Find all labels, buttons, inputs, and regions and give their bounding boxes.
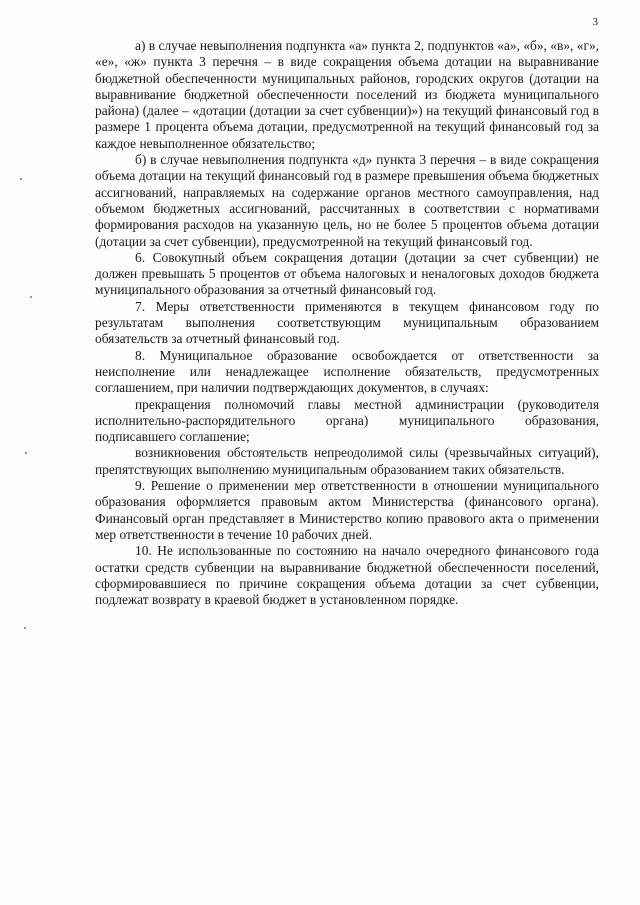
scan-speck: [25, 452, 27, 454]
scan-speck: [30, 296, 32, 298]
paragraph-6: 6. Совокупный объем сокращения дотации (дотации за счет субвенции) не должен превышать 5 процентов от объема налоговых и неналоговых доходов бюджета муниципального образования за отчетный финансовый год.: [95, 249, 599, 298]
paragraph-5b: б) в случае невыполнения подпункта «д» пункта 3 перечня – в виде сокращения объема дотации на текущий финансовый год в размере превышения объема бюджетных ассигнований, направляемых на содержание органов местного самоуправления, над объемом бюджетных ассигнований, рассчитанных в соответствии с нормативами формирования расходов на указанную цель, но не более 5 процентов объема дотации (дотации за счет субвенции), предусмотренной на текущий финансовый год.: [95, 152, 599, 249]
scan-speck: [24, 627, 26, 629]
paragraph-8-case-2: возникновения обстоятельств непреодолимой силы (чрезвычайных ситуаций), препятствующих выполнению муниципальным образованием таких обязательств.: [95, 445, 599, 477]
paragraph-9: 9. Решение о применении мер ответственности в отношении муниципального образования оформляется правовым актом Министерства (финансового органа). Финансовый орган представляет в Министерство копию правового акта о применении мер ответственности в течение 10 рабочих дней.: [95, 478, 599, 542]
paragraph-7: 7. Меры ответственности применяются в текущем финансовом году по результатам выполнения соответствующим муниципальным образованием обязательств за отчетный финансовый год.: [95, 298, 599, 347]
paragraph-8-case-1: прекращения полномочий главы местной администрации (руководителя исполнительно-распорядительного органа) муниципального образования, подписавшего соглашение;: [95, 396, 599, 445]
paragraph-10: 10. Не использованные по состоянию на начало очередного финансового года остатки средств субвенции на выравнивание бюджетной обеспеченности поселений, сформировавшиеся по причине сокращения объема дотации за счет субвенции, подлежат возврату в краевой бюджет в установленном порядке.: [95, 543, 599, 608]
paragraph-8: 8. Муниципальное образование освобождается от ответственности за неисполнение или ненадлежащее исполнение обязательств, предусмотренных соглашением, при наличии подтверждающих документов, в случаях:: [95, 347, 599, 396]
paragraph-5a: а) в случае невыполнения подпункта «а» пункта 2, подпунктов «а», «б», «в», «г», «е», «ж» пункта 3 перечня – в виде сокращения объема дотации на выравнивание бюджетной обеспеченности муниципальных районов, городских округов (дотации на выравнивание бюджетной обеспеченности поселений из бюджета муниципального района) (далее – «дотации (дотации за счет субвенции)») на текущий финансовый год в размере 1 процента объема дотации, предусмотренной на текущий финансовый год за каждое невыполненное обязательство;: [95, 38, 599, 151]
page-number: 3: [592, 16, 598, 28]
document-body: [95, 38, 599, 608]
scan-speck: [20, 178, 22, 180]
